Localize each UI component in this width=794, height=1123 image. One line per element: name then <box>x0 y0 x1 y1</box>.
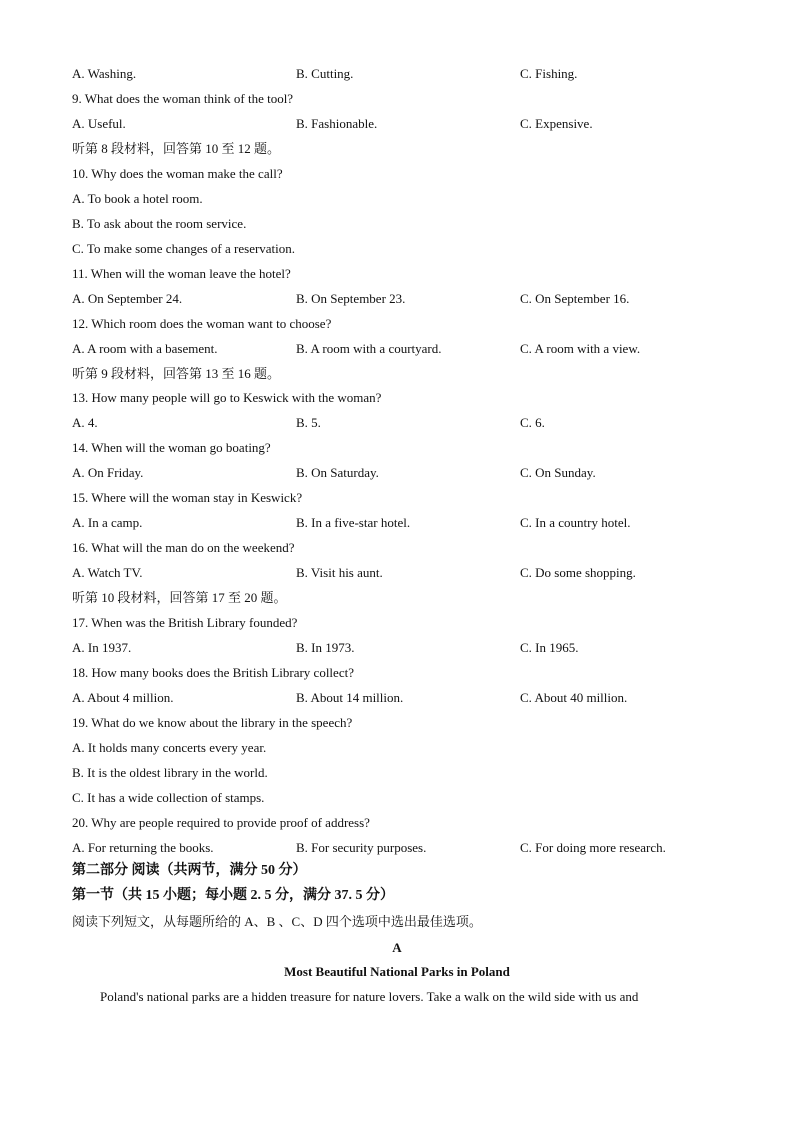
q18-option-b: B. About 14 million. <box>296 690 404 705</box>
q17-question: 17. When was the British Library founded? <box>72 615 298 630</box>
q13-option-b: B. 5. <box>296 415 321 430</box>
instruction-section-9: 听第 9 段材料，回答第 13 至 16 题。 <box>72 366 281 381</box>
q18-option-c: C. About 40 million. <box>520 690 628 705</box>
q14-question: 14. When will the woman go boating? <box>72 440 271 455</box>
q18-question: 18. How many books does the British Library collect? <box>72 665 354 680</box>
q16-option-c: C. Do some shopping. <box>520 565 636 580</box>
q13-question: 13. How many people will go to Keswick with the woman? <box>72 390 382 405</box>
q12-option-a: A. A room with a basement. <box>72 341 218 356</box>
q15-option-c: C. In a country hotel. <box>520 515 631 530</box>
q11-option-a: A. On September 24. <box>72 291 183 306</box>
q16-question: 16. What will the man do on the weekend? <box>72 540 295 555</box>
q16-option-b: B. Visit his aunt. <box>296 565 383 580</box>
q20-question: 20. Why are people required to provide proof of address? <box>72 815 370 830</box>
q11-question: 11. When will the woman leave the hotel? <box>72 266 291 281</box>
q16-option-a: A. Watch TV. <box>72 565 143 580</box>
q20-option-c: C. For doing more research. <box>520 840 666 855</box>
q11-option-c: C. On September 16. <box>520 291 630 306</box>
q19-option-b: B. It is the oldest library in the world. <box>72 765 268 780</box>
q20-option-b: B. For security purposes. <box>296 840 427 855</box>
q10-option-a: A. To book a hotel room. <box>72 191 203 206</box>
passage-title: Most Beautiful National Parks in Poland <box>284 964 510 979</box>
q17-option-b: B. In 1973. <box>296 640 355 655</box>
q20-option-a: A. For returning the books. <box>72 840 214 855</box>
q19-option-a: A. It holds many concerts every year. <box>72 740 267 755</box>
q17-option-c: C. In 1965. <box>520 640 579 655</box>
instruction-section-10: 听第 10 段材料，回答第 17 至 20 题。 <box>72 590 287 605</box>
q15-option-a: A. In a camp. <box>72 515 143 530</box>
q9-question: 9. What does the woman think of the tool? <box>72 91 294 106</box>
q17-option-a: A. In 1937. <box>72 640 132 655</box>
q8-option-c: C. Fishing. <box>520 66 578 81</box>
q8-option-a: A. Washing. <box>72 66 137 81</box>
q12-option-c: C. A room with a view. <box>520 341 641 356</box>
q15-option-b: B. In a five-star hotel. <box>296 515 411 530</box>
reading-instruction: 阅读下列短文，从每题所给的 A、B 、C、D 四个选项中选出最佳选项。 <box>72 914 482 929</box>
q12-question: 12. Which room does the woman want to choose? <box>72 316 332 331</box>
q10-question: 10. Why does the woman make the call? <box>72 166 283 181</box>
q14-option-c: C. On Sunday. <box>520 465 596 480</box>
q12-option-b: B. A room with a courtyard. <box>296 341 442 356</box>
q9-option-a: A. Useful. <box>72 116 126 131</box>
q14-option-a: A. On Friday. <box>72 465 144 480</box>
q8-option-b: B. Cutting. <box>296 66 354 81</box>
q10-option-b: B. To ask about the room service. <box>72 216 247 231</box>
q10-option-c: C. To make some changes of a reservation. <box>72 241 296 256</box>
passage-first-line: Poland's national parks are a hidden treasure for nature lovers. Take a walk on the wild side with us and <box>100 989 639 1004</box>
q15-question: 15. Where will the woman stay in Keswick? <box>72 490 303 505</box>
q13-option-a: A. 4. <box>72 415 98 430</box>
q11-option-b: B. On September 23. <box>296 291 406 306</box>
q13-option-c: C. 6. <box>520 415 545 430</box>
q9-option-b: B. Fashionable. <box>296 116 378 131</box>
q19-question: 19. What do we know about the library in the speech? <box>72 715 353 730</box>
q14-option-b: B. On Saturday. <box>296 465 379 480</box>
q18-option-a: A. About 4 million. <box>72 690 174 705</box>
passage-letter: A <box>392 940 402 955</box>
instruction-section-8: 听第 8 段材料，回答第 10 至 12 题。 <box>72 141 281 156</box>
section-one-heading: 第一节（共 15 小题；每小题 2. 5 分，满分 37. 5 分） <box>72 888 394 903</box>
q19-option-c: C. It has a wide collection of stamps. <box>72 790 265 805</box>
part-two-heading: 第二部分 阅读（共两节，满分 50 分） <box>72 863 307 878</box>
q9-option-c: C. Expensive. <box>520 116 593 131</box>
